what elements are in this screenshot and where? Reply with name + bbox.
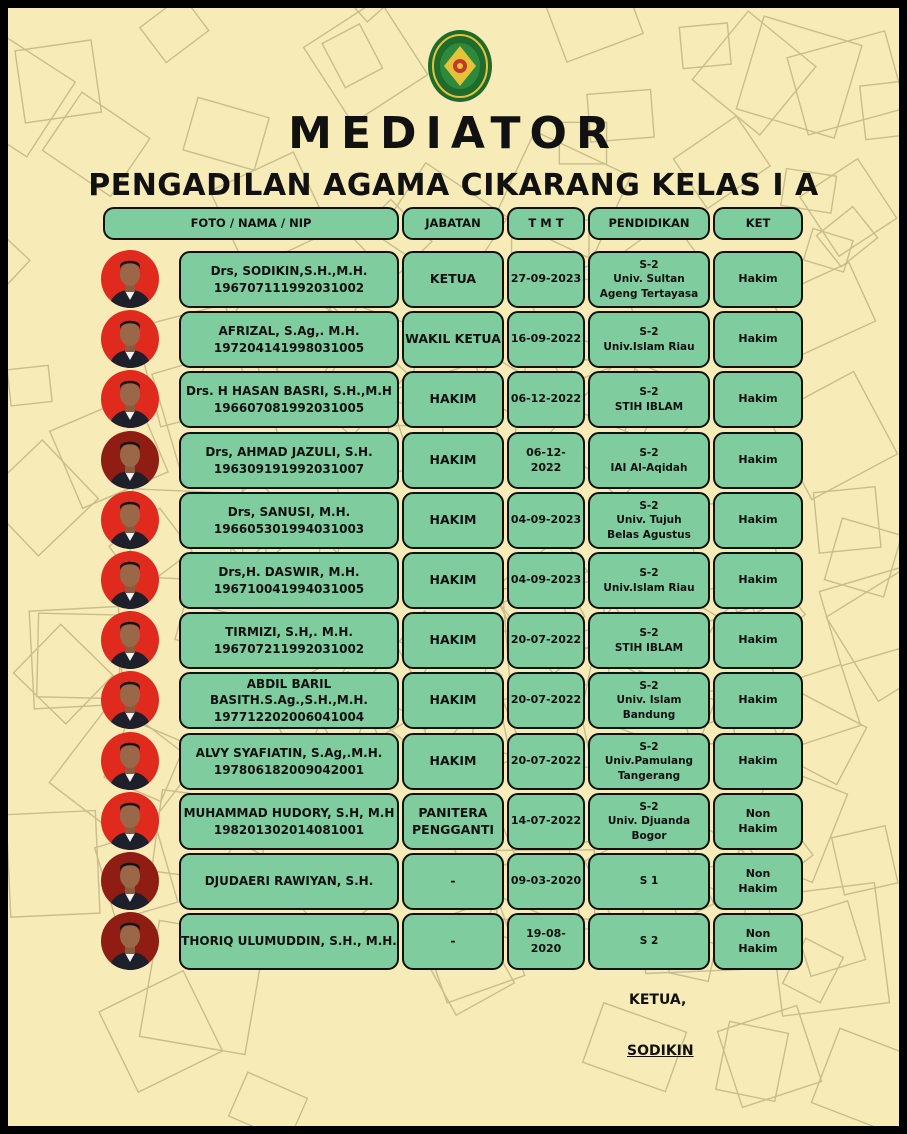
- person-photo-icon: [101, 912, 159, 970]
- pattern-shape: [534, 8, 643, 62]
- name-cell: [179, 913, 399, 970]
- person-name: DJUDAERI RAWIYAN, S.H.: [204, 874, 374, 889]
- pendidikan-text: Univ. Sultan: [613, 273, 685, 286]
- ket-cell: [713, 371, 803, 428]
- person-nip: 196605301994031003: [213, 521, 365, 536]
- tmt-cell: [507, 371, 585, 428]
- pendidikan-cell: [588, 672, 710, 729]
- person-name: MUHAMMAD HUDORY, S.H, M.H: [183, 806, 395, 821]
- person-photo-icon: [101, 611, 159, 669]
- pattern-shape: [14, 624, 114, 723]
- pendidikan-cell: [588, 733, 710, 790]
- header-jabatan: [402, 207, 504, 240]
- pattern-shape: [819, 566, 899, 666]
- pendidikan-cell: [588, 552, 710, 609]
- header-tmt: [507, 207, 585, 240]
- header-ket: [713, 207, 803, 240]
- pendidikan-text: S-2: [639, 447, 659, 460]
- pattern-shape: [811, 1028, 899, 1126]
- jabatan-cell: [402, 913, 504, 970]
- tmt-date: 06-12- 2022: [526, 445, 566, 474]
- pattern-shape: [322, 24, 383, 88]
- jabatan-cell: [402, 311, 504, 368]
- ket-cell: [713, 913, 803, 970]
- tmt-cell: [507, 793, 585, 850]
- person-name: Drs. H HASAN BASRI, S.H.,M.H: [186, 384, 392, 399]
- pendidikan-text: Univ.Islam Riau: [603, 340, 695, 353]
- person-nip: 197806182009042001: [213, 762, 365, 777]
- signature-name: SODIKIN: [627, 1043, 694, 1059]
- header-label: FOTO / NAMA / NIP: [190, 215, 312, 230]
- pendidikan-cell: [588, 251, 710, 308]
- person-nip: 196309191992031007: [213, 461, 365, 476]
- jabatan-text: HAKIM: [429, 391, 477, 407]
- page-subtitle: PENGADILAN AGAMA CIKARANG KELAS I A: [88, 168, 819, 203]
- tmt-date: 16-09-2022: [510, 332, 582, 346]
- pattern-shape: [8, 365, 52, 406]
- person-photo-icon: [101, 792, 159, 850]
- pendidikan-text: Univ. Djuanda: [607, 815, 691, 828]
- pendidikan-text: S-2: [639, 567, 659, 580]
- ket-text: Hakim: [738, 821, 778, 835]
- jabatan-text: -: [450, 933, 456, 949]
- name-cell: [179, 733, 399, 790]
- ket-cell: [713, 733, 803, 790]
- page-title: MEDIATOR: [288, 108, 619, 159]
- pendidikan-cell: [588, 492, 710, 549]
- person-nip: 198201302014081001: [213, 822, 365, 837]
- tmt-date: 19-08- 2020: [526, 926, 566, 955]
- pendidikan-text: S-2: [639, 386, 659, 399]
- pendidikan-text: S-2: [639, 259, 659, 272]
- pendidikan-text: STIH IBLAM: [614, 641, 684, 654]
- jabatan-cell: [402, 432, 504, 489]
- name-cell: [179, 311, 399, 368]
- tmt-cell: [507, 311, 585, 368]
- ket-text: Hakim: [738, 272, 778, 286]
- tmt-cell: [507, 733, 585, 790]
- person-photo-icon: [101, 370, 159, 428]
- person-name: Drs,H. DASWIR, M.H.: [218, 565, 360, 580]
- pattern-shape: [718, 1005, 822, 1107]
- ket-text: Non: [745, 866, 771, 880]
- tmt-cell: [507, 612, 585, 669]
- name-cell: [179, 672, 399, 729]
- name-cell: [179, 853, 399, 910]
- jabatan-cell: [402, 793, 504, 850]
- ket-text: Hakim: [738, 453, 778, 467]
- ket-text: Hakim: [738, 881, 778, 895]
- header-label: JABATAN: [425, 215, 481, 230]
- tmt-cell: [507, 913, 585, 970]
- person-name: AFRIZAL, S.Ag,. M.H.: [218, 324, 360, 339]
- name-cell: [179, 612, 399, 669]
- pendidikan-text: S-2: [639, 627, 659, 640]
- ket-cell: [713, 552, 803, 609]
- jabatan-cell: [402, 552, 504, 609]
- header-label: KET: [745, 215, 771, 230]
- person-nip: 196707111992031002: [213, 280, 365, 295]
- ket-cell: [713, 672, 803, 729]
- person-photo-icon: [101, 732, 159, 790]
- pendidikan-text: S-2: [639, 680, 659, 693]
- jabatan-cell: [402, 492, 504, 549]
- pendidikan-text: Univ. Islam: [616, 694, 682, 707]
- jabatan-text: HAKIM: [429, 452, 477, 468]
- person-photo-icon: [101, 671, 159, 729]
- person-name: TIRMIZI, S.H,. M.H.: [225, 625, 353, 640]
- pattern-shape: [8, 230, 30, 294]
- header-label: PENDIDIKAN: [608, 215, 690, 230]
- signature-role: KETUA,: [629, 992, 687, 1008]
- pendidikan-cell: [588, 432, 710, 489]
- ket-text: Hakim: [738, 633, 778, 647]
- person-photo-icon: [101, 250, 159, 308]
- ket-cell: [713, 612, 803, 669]
- jabatan-cell: [402, 251, 504, 308]
- header-foto-nama-nip: [103, 207, 399, 240]
- person-nip: 196607081992031005: [213, 400, 365, 415]
- tmt-cell: [507, 432, 585, 489]
- ket-text: Hakim: [738, 392, 778, 406]
- court-emblem-logo: [426, 28, 494, 104]
- ket-cell: [713, 853, 803, 910]
- pendidikan-text: Univ. Tujuh: [616, 514, 682, 527]
- header-label: T M T: [528, 215, 564, 230]
- tmt-cell: [507, 552, 585, 609]
- pendidikan-text: Univ.Islam Riau: [603, 581, 695, 594]
- tmt-cell: [507, 672, 585, 729]
- ket-text: Non: [745, 806, 771, 820]
- pendidikan-text: S-2: [639, 326, 659, 339]
- person-nip: 196710041994031005: [213, 581, 365, 596]
- name-cell: [179, 432, 399, 489]
- pendidikan-text: Bandung: [622, 708, 676, 721]
- pattern-shape: [140, 8, 209, 63]
- ket-text: Hakim: [738, 332, 778, 346]
- person-nip: 197204141998031005: [213, 340, 365, 355]
- pendidikan-text: S 2: [639, 935, 659, 948]
- tmt-date: 14-07-2022: [510, 814, 582, 828]
- pendidikan-text: Ageng Tertayasa: [599, 287, 699, 300]
- ket-text: Hakim: [738, 941, 778, 955]
- pattern-shape: [793, 901, 866, 976]
- tmt-date: 20-07-2022: [510, 754, 582, 768]
- pattern-shape: [314, 8, 448, 22]
- person-photo-icon: [101, 310, 159, 368]
- name-cell: [179, 492, 399, 549]
- jabatan-cell: [402, 853, 504, 910]
- jabatan-text: HAKIM: [429, 753, 477, 769]
- tmt-cell: [507, 251, 585, 308]
- pattern-shape: [229, 1072, 308, 1126]
- pattern-shape: [8, 811, 100, 918]
- pendidikan-cell: [588, 913, 710, 970]
- pendidikan-text: S-2: [639, 741, 659, 754]
- pendidikan-text: Belas Agustus: [607, 528, 691, 541]
- jabatan-text: PANITERA: [418, 804, 488, 820]
- jabatan-text: HAKIM: [429, 512, 477, 528]
- person-photo-icon: [101, 852, 159, 910]
- tmt-cell: [507, 853, 585, 910]
- pendidikan-text: Bogor: [631, 829, 667, 842]
- pendidikan-cell: [588, 371, 710, 428]
- tmt-date: 27-09-2023: [510, 272, 582, 286]
- jabatan-cell: [402, 672, 504, 729]
- pendidikan-cell: [588, 853, 710, 910]
- jabatan-text: WAKIL KETUA: [405, 331, 501, 347]
- jabatan-text: HAKIM: [429, 572, 477, 588]
- ket-cell: [713, 793, 803, 850]
- ket-text: Hakim: [738, 754, 778, 768]
- ket-cell: [713, 311, 803, 368]
- pendidikan-text: IAI Al-Aqidah: [610, 461, 688, 474]
- ket-text: Hakim: [738, 693, 778, 707]
- pattern-shape: [304, 8, 428, 123]
- ket-text: Hakim: [738, 573, 778, 587]
- pattern-shape: [679, 23, 731, 69]
- person-photo-icon: [101, 491, 159, 549]
- pendidikan-cell: [588, 311, 710, 368]
- jabatan-cell: [402, 733, 504, 790]
- pendidikan-text: STIH IBLAM: [614, 400, 684, 413]
- person-photo-icon: [101, 431, 159, 489]
- jabatan-text: KETUA: [429, 271, 477, 287]
- tmt-date: 06-12-2022: [510, 392, 582, 406]
- pendidikan-text: S-2: [639, 500, 659, 513]
- tmt-date: 04-09-2023: [510, 573, 582, 587]
- tmt-date: 04-09-2023: [510, 513, 582, 527]
- name-cell: [179, 793, 399, 850]
- person-name: ABDIL BARIL BASITH.S.Ag.,S.H.,M.H.: [210, 677, 368, 708]
- person-photo-icon: [101, 551, 159, 609]
- ket-text: Non: [745, 926, 771, 940]
- jabatan-text: -: [450, 873, 456, 889]
- person-nip: 196707211992031002: [213, 641, 365, 656]
- header-pendidikan: [588, 207, 710, 240]
- name-cell: [179, 251, 399, 308]
- ket-text: Hakim: [738, 513, 778, 527]
- pendidikan-text: S-2: [639, 801, 659, 814]
- ket-cell: [713, 492, 803, 549]
- tmt-date: 20-07-2022: [510, 633, 582, 647]
- jabatan-cell: [402, 371, 504, 428]
- person-name: Drs, SODIKIN,S.H.,M.H.: [210, 264, 368, 279]
- pendidikan-text: Tangerang: [617, 769, 681, 782]
- pattern-shape: [8, 440, 98, 556]
- ket-cell: [713, 251, 803, 308]
- tmt-date: 20-07-2022: [510, 693, 582, 707]
- person-name: Drs, SANUSI, M.H.: [227, 505, 351, 520]
- pattern-shape: [99, 971, 222, 1093]
- person-name: THORIQ ULUMUDDIN, S.H., M.H.: [181, 934, 397, 949]
- tmt-cell: [507, 492, 585, 549]
- pattern-shape: [824, 518, 899, 597]
- jabatan-cell: [402, 612, 504, 669]
- pendidikan-text: Univ.Pamulang: [604, 755, 694, 768]
- ket-cell: [713, 432, 803, 489]
- jabatan-text: HAKIM: [429, 692, 477, 708]
- person-name: Drs, AHMAD JAZULI, S.H.: [205, 445, 373, 460]
- jabatan-text: PENGGANTI: [412, 821, 494, 837]
- tmt-date: 09-03-2020: [510, 874, 582, 888]
- pendidikan-text: S 1: [639, 875, 659, 888]
- name-cell: [179, 552, 399, 609]
- person-name: ALVY SYAFIATIN, S.Ag,.M.H.: [195, 746, 383, 761]
- pendidikan-cell: [588, 793, 710, 850]
- name-cell: [179, 371, 399, 428]
- pendidikan-cell: [588, 612, 710, 669]
- jabatan-text: HAKIM: [429, 632, 477, 648]
- person-nip: 197712202006041004: [213, 709, 365, 724]
